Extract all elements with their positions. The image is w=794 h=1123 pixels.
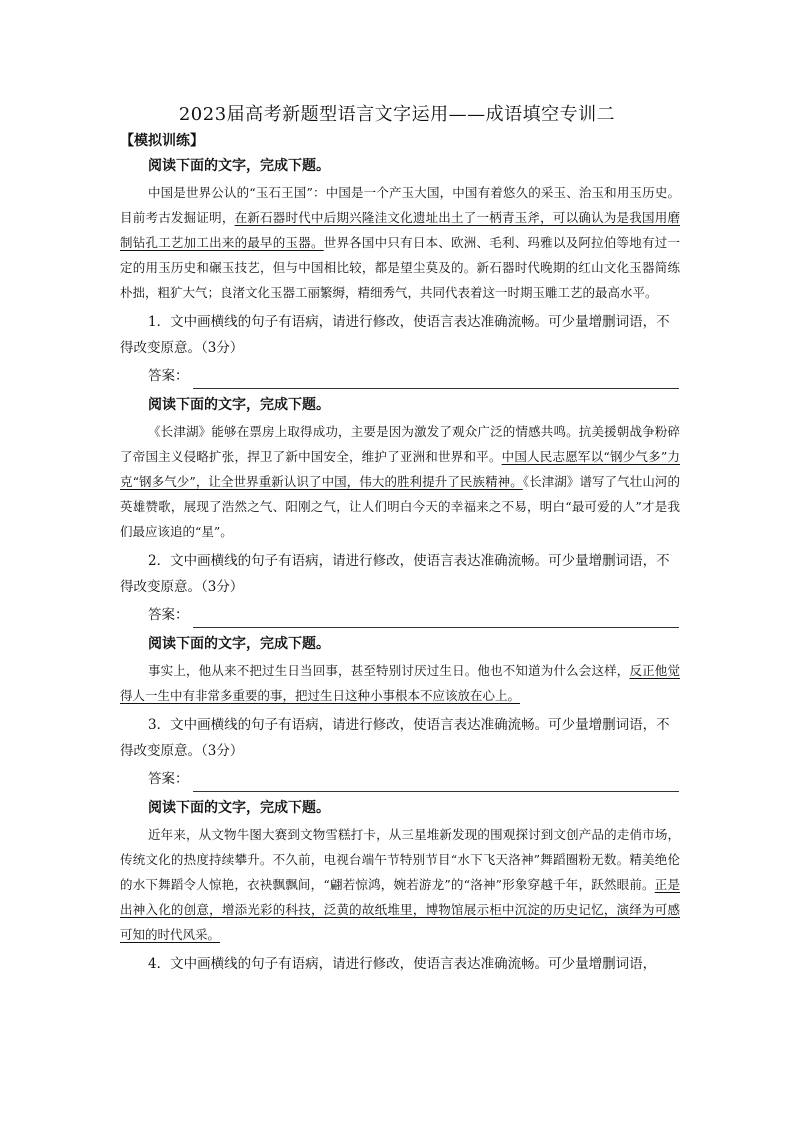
instruction: 阅读下面的文字，完成下题。 (148, 397, 330, 413)
question: 1．文中画横线的句子有语病，请进行修改，使语言表达准确流畅。可少量增删词语，不得改变原意。（3分） (120, 314, 670, 356)
answer-label: 答案： (148, 771, 189, 787)
answer-row (148, 602, 680, 628)
passage-text: 世界各国中只有日本、欧洲、毛利、玛雅以及阿拉伯等地有过一定的用玉历史和碾玉技艺，但与中国相比较，都是望尘莫及的。新石器时代晚期的红山文化玉器简练朴拙，粗犷大气；良渚文化玉器工丽繁缛，精细秀气，共同代表着这一时期玉雕工艺的最高水平。 (120, 235, 680, 300)
passage (120, 180, 680, 305)
passage-text: 事实上，他从来不把过生日当回事，甚至特别讨厌过生日。他也不知道为什么会这样， (148, 663, 630, 678)
document-content (120, 131, 680, 981)
answer-label: 答案： (148, 368, 189, 384)
passage (120, 419, 680, 544)
underlined-sentence: 正是出神入化的创意，增添光彩的科技，泛黄的故纸堆里，博物馆展示柜中沉淀的历史记忆，演绎为可感可知的时代风采。 (120, 877, 680, 942)
answer-label: 答案： (148, 607, 189, 623)
exercise-2 (120, 395, 680, 628)
exercise-3 (120, 634, 680, 792)
passage (120, 822, 680, 947)
underlined-sentence: 在新石器时代中后期兴隆洼文化遗址出土了一柄青玉斧，可以确认为是我国用磨制钻孔工艺加工出来的最早的玉器。 (120, 210, 680, 250)
question: 3．文中画横线的句子有语病，请进行修改，使语言表达准确流畅。可少量增删词语，不得改变原意。（3分） (120, 717, 670, 759)
instruction: 阅读下面的文字，完成下题。 (148, 158, 330, 174)
instruction: 阅读下面的文字，完成下题。 (148, 636, 330, 652)
answer-line[interactable] (193, 773, 679, 792)
answer-line[interactable] (193, 609, 679, 628)
exercise-4 (120, 798, 680, 977)
underlined-sentence: 反正他觉得人一生中有非常多重要的事，把过生日这种小事根本不应该放在心上。 (120, 663, 680, 703)
question: 2．文中画横线的句子有语病，请进行修改，使语言表达准确流畅。可少量增删词语，不得改变原意。（3分） (120, 553, 670, 595)
instruction: 阅读下面的文字，完成下题。 (148, 800, 330, 816)
passage-text: 中国是世界公认的“玉石王国”：中国是一个产玉大国，中国有着悠久的采玉、治玉和用玉历史。目前考古发掘证明， (120, 185, 680, 225)
page-title: 2023届高考新题型语言文字运用——成语填空专训二 (178, 104, 616, 125)
underlined-sentence: 中国人民志愿军以“钢少气多”力克“钢多气少”，让全世界重新认识了中国，伟大的胜利提升了民族精神。 (120, 449, 680, 489)
answer-line[interactable] (193, 370, 679, 389)
section-heading: 【模拟训练】 (120, 133, 204, 149)
answer-row (148, 363, 680, 389)
answer-row (148, 766, 680, 792)
passage-text: 近年来，从文物牛图大赛到文物雪糕打卡，从三星堆新发现的围观探讨到文创产品的走俏市场，传统文化的热度持续攀升。不久前，电视台端午节特别节目“水下飞天洛神”舞蹈圈粉无数。精美绝伦的水下舞蹈令人惊艳，衣袂飘飘间，“翩若惊鸿，婉若游龙”的“洛神”形象穿越千年，跃然眼前。 (120, 827, 680, 892)
passage-text: 《长津湖》能够在票房上取得成功，主要是因为激发了观众广泛的情感共鸣。抗美援朝战争粉碎了帝国主义侵略扩张，捍卫了新中国安全，维护了亚洲和世界和平。 (120, 424, 680, 464)
passage (120, 658, 680, 708)
passage-text: 《长津湖》谱写了气壮山河的英雄赞歌，展现了浩然之气、阳刚之气，让人们明白今天的幸福来之不易，明白“最可爱的人”才是我们最应该追的“星”。 (120, 474, 680, 539)
exercise-1 (120, 156, 680, 389)
question: 4．文中画横线的句子有语病，请进行修改，使语言表达准确流畅。可少量增删词语， (148, 956, 657, 972)
